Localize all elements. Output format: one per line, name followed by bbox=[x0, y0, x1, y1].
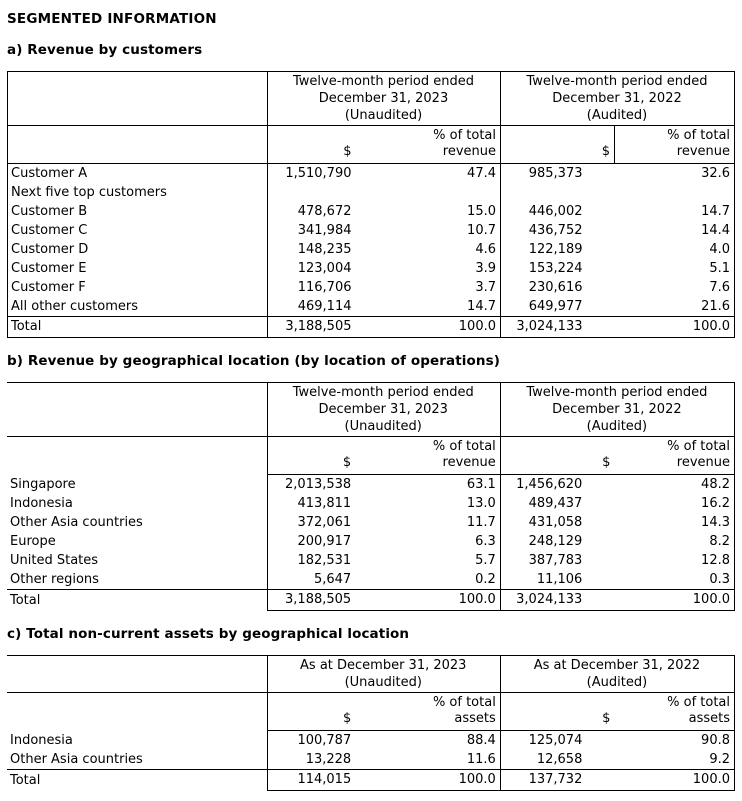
pct-2022-cell: 48.2 bbox=[586, 475, 734, 495]
table-row bbox=[8, 240, 735, 259]
dollar-column-header: $ bbox=[268, 126, 356, 164]
pct-column-header: % of total revenue bbox=[356, 126, 501, 164]
amount-2022-cell: 11,106 bbox=[536, 572, 583, 587]
pct-2023-cell: 15.0 bbox=[356, 202, 501, 221]
dollar-column-header: $ bbox=[501, 126, 615, 164]
pct-2023-cell: 6.3 bbox=[355, 532, 500, 551]
period-2022-header: Twelve-month period ended December 31, 2022 (Audited) bbox=[500, 383, 734, 437]
amount-2023-cell bbox=[268, 183, 356, 202]
amount-2022-cell bbox=[501, 183, 587, 202]
pct-column-header: % of total assets bbox=[355, 693, 500, 731]
pct-2022-cell: 14.7 bbox=[587, 202, 735, 221]
amount-2022-cell: 3,024,133 bbox=[501, 317, 587, 338]
amount-2023-cell: 114,015 bbox=[267, 770, 355, 791]
pct-2023-cell: 3.9 bbox=[356, 259, 501, 278]
pct-2023-cell bbox=[356, 183, 501, 202]
row-label: Total bbox=[8, 317, 268, 338]
table-row bbox=[8, 183, 735, 202]
amount-2023-cell: 5,647 bbox=[313, 572, 352, 587]
amount-2022-cell: 985,373 bbox=[528, 166, 583, 181]
pct-2023-cell: 88.4 bbox=[355, 731, 500, 751]
dollar-column-header: $ bbox=[267, 693, 355, 731]
dollar-column-header: $ bbox=[500, 437, 614, 475]
total-row bbox=[8, 317, 735, 338]
row-label: Other Asia countries bbox=[7, 513, 267, 532]
pct-2022-cell: 0.3 bbox=[586, 570, 734, 590]
amount-2022-cell: 649,977 bbox=[528, 299, 583, 314]
table-row bbox=[7, 475, 735, 495]
pct-2023-cell: 11.6 bbox=[355, 750, 500, 770]
amount-2022-cell: 153,224 bbox=[528, 261, 583, 276]
section-c-heading: c) Total non-current assets by geographical location bbox=[7, 626, 410, 642]
row-label: Singapore bbox=[7, 475, 267, 495]
amount-2022-cell: 137,732 bbox=[500, 770, 586, 791]
amount-2022-cell: 3,024,133 bbox=[500, 590, 586, 611]
period-header-row bbox=[7, 656, 735, 693]
pct-column-header: % of total assets bbox=[614, 693, 734, 731]
amount-2022-cell: 248,129 bbox=[528, 534, 583, 549]
pct-2022-cell: 100.0 bbox=[586, 590, 734, 611]
period-header-row bbox=[8, 72, 735, 126]
pct-2023-cell: 10.7 bbox=[356, 221, 501, 240]
noncurrent-assets-by-location-table bbox=[7, 655, 735, 791]
table-row bbox=[8, 297, 735, 317]
period-2022-header: Twelve-month period ended December 31, 2022 (Audited) bbox=[501, 72, 735, 126]
amount-2022-cell: 431,058 bbox=[528, 515, 583, 530]
amount-2022-cell: 230,616 bbox=[528, 280, 583, 295]
row-label: Other Asia countries bbox=[7, 750, 267, 770]
amount-2022-cell: 446,002 bbox=[528, 204, 583, 219]
amount-2022-cell: 1,456,620 bbox=[516, 477, 583, 492]
amount-2023-cell: 469,114 bbox=[297, 299, 352, 314]
table-row bbox=[8, 221, 735, 240]
pct-2023-cell: 14.7 bbox=[356, 297, 501, 317]
row-label: Other regions bbox=[7, 570, 267, 590]
revenue-by-location-table bbox=[7, 382, 735, 611]
row-label: Indonesia bbox=[7, 494, 267, 513]
section-a-heading: a) Revenue by customers bbox=[7, 42, 203, 58]
table-row bbox=[8, 202, 735, 221]
total-row bbox=[7, 770, 735, 791]
pct-2023-cell: 5.7 bbox=[355, 551, 500, 570]
pct-2023-cell: 4.6 bbox=[356, 240, 501, 259]
column-header-row bbox=[7, 693, 735, 731]
amount-2023-cell: 123,004 bbox=[297, 261, 352, 276]
amount-2023-cell: 3,188,505 bbox=[268, 317, 356, 338]
row-label: All other customers bbox=[8, 297, 268, 317]
corner-cell bbox=[7, 656, 267, 693]
column-header-row bbox=[8, 126, 735, 164]
corner-cell bbox=[8, 126, 268, 164]
pct-2022-cell: 100.0 bbox=[586, 770, 734, 791]
amount-2023-cell: 341,984 bbox=[297, 223, 352, 238]
table-row bbox=[7, 551, 735, 570]
amount-2022-cell: 436,752 bbox=[528, 223, 583, 238]
table-row bbox=[7, 532, 735, 551]
pct-2022-cell: 4.0 bbox=[587, 240, 735, 259]
amount-2023-cell: 478,672 bbox=[297, 204, 352, 219]
amount-2023-cell: 100,787 bbox=[297, 733, 352, 748]
amount-2023-cell: 413,811 bbox=[297, 496, 352, 511]
pct-column-header: % of total revenue bbox=[615, 126, 735, 164]
pct-2022-cell: 14.3 bbox=[586, 513, 734, 532]
period-2023-header: Twelve-month period ended December 31, 2023 (Unaudited) bbox=[267, 383, 500, 437]
total-row bbox=[7, 590, 735, 611]
row-label: Customer D bbox=[8, 240, 268, 259]
row-label: Indonesia bbox=[7, 731, 267, 751]
amount-2023-cell: 116,706 bbox=[297, 280, 352, 295]
period-2023-header: As at December 31, 2023 (Unaudited) bbox=[267, 656, 500, 693]
column-header-row bbox=[7, 437, 735, 475]
row-label: Total bbox=[7, 590, 267, 611]
dollar-column-header: $ bbox=[267, 437, 355, 475]
row-label: Total bbox=[7, 770, 267, 791]
pct-2022-cell: 16.2 bbox=[586, 494, 734, 513]
table-row bbox=[8, 278, 735, 297]
corner-cell bbox=[7, 383, 267, 437]
dollar-column-header: $ bbox=[500, 693, 614, 731]
amount-2023-cell: 182,531 bbox=[297, 553, 352, 568]
row-label: Next five top customers bbox=[8, 183, 268, 202]
pct-2022-cell: 8.2 bbox=[586, 532, 734, 551]
pct-2023-cell: 47.4 bbox=[356, 164, 501, 184]
amount-2022-cell: 489,437 bbox=[528, 496, 583, 511]
pct-2022-cell: 14.4 bbox=[587, 221, 735, 240]
pct-2023-cell: 11.7 bbox=[355, 513, 500, 532]
row-label: Customer B bbox=[8, 202, 268, 221]
period-2023-header: Twelve-month period ended December 31, 2023 (Unaudited) bbox=[268, 72, 501, 126]
pct-2023-cell: 100.0 bbox=[356, 317, 501, 338]
pct-2023-cell: 100.0 bbox=[355, 590, 500, 611]
amount-2022-cell: 12,658 bbox=[536, 752, 583, 767]
amount-2022-cell: 387,783 bbox=[528, 553, 583, 568]
table-row bbox=[7, 494, 735, 513]
pct-2023-cell: 13.0 bbox=[355, 494, 500, 513]
amount-2023-cell: 2,013,538 bbox=[285, 477, 352, 492]
corner-cell bbox=[7, 693, 267, 731]
row-label: Customer E bbox=[8, 259, 268, 278]
pct-2022-cell: 21.6 bbox=[587, 297, 735, 317]
row-label: Customer A bbox=[8, 164, 268, 184]
amount-2022-cell: 122,189 bbox=[528, 242, 583, 257]
amount-2023-cell: 372,061 bbox=[297, 515, 352, 530]
table-row bbox=[7, 513, 735, 532]
pct-2023-cell: 3.7 bbox=[356, 278, 501, 297]
pct-2023-cell: 100.0 bbox=[355, 770, 500, 791]
amount-2023-cell: 13,228 bbox=[305, 752, 352, 767]
amount-2023-cell: 200,917 bbox=[297, 534, 352, 549]
section-b-heading: b) Revenue by geographical location (by location of operations) bbox=[7, 353, 501, 369]
pct-2022-cell: 100.0 bbox=[587, 317, 735, 338]
period-2022-header: As at December 31, 2022 (Audited) bbox=[500, 656, 734, 693]
corner-cell bbox=[7, 437, 267, 475]
amount-2023-cell: 3,188,505 bbox=[267, 590, 355, 611]
pct-2022-cell: 12.8 bbox=[586, 551, 734, 570]
corner-cell bbox=[8, 72, 268, 126]
row-label: Customer C bbox=[8, 221, 268, 240]
table-row bbox=[7, 570, 735, 590]
row-label: Customer F bbox=[8, 278, 268, 297]
pct-2022-cell: 7.6 bbox=[587, 278, 735, 297]
table-row bbox=[8, 259, 735, 278]
revenue-by-customers-table bbox=[7, 71, 735, 338]
row-label: Europe bbox=[7, 532, 267, 551]
table-row bbox=[8, 164, 735, 184]
pct-2022-cell: 5.1 bbox=[587, 259, 735, 278]
amount-2023-cell: 1,510,790 bbox=[285, 166, 352, 181]
pct-2022-cell bbox=[587, 183, 735, 202]
pct-2022-cell: 90.8 bbox=[586, 731, 734, 751]
table-row bbox=[7, 731, 735, 751]
table-row bbox=[7, 750, 735, 770]
pct-2022-cell: 32.6 bbox=[587, 164, 735, 184]
pct-2022-cell: 9.2 bbox=[586, 750, 734, 770]
pct-column-header: % of total revenue bbox=[614, 437, 734, 475]
page-title: SEGMENTED INFORMATION bbox=[7, 11, 217, 27]
row-label: United States bbox=[7, 551, 267, 570]
pct-2023-cell: 63.1 bbox=[355, 475, 500, 495]
period-header-row bbox=[7, 383, 735, 437]
pct-column-header: % of total revenue bbox=[355, 437, 500, 475]
pct-2023-cell: 0.2 bbox=[355, 570, 500, 590]
amount-2022-cell: 125,074 bbox=[528, 733, 583, 748]
amount-2023-cell: 148,235 bbox=[297, 242, 352, 257]
